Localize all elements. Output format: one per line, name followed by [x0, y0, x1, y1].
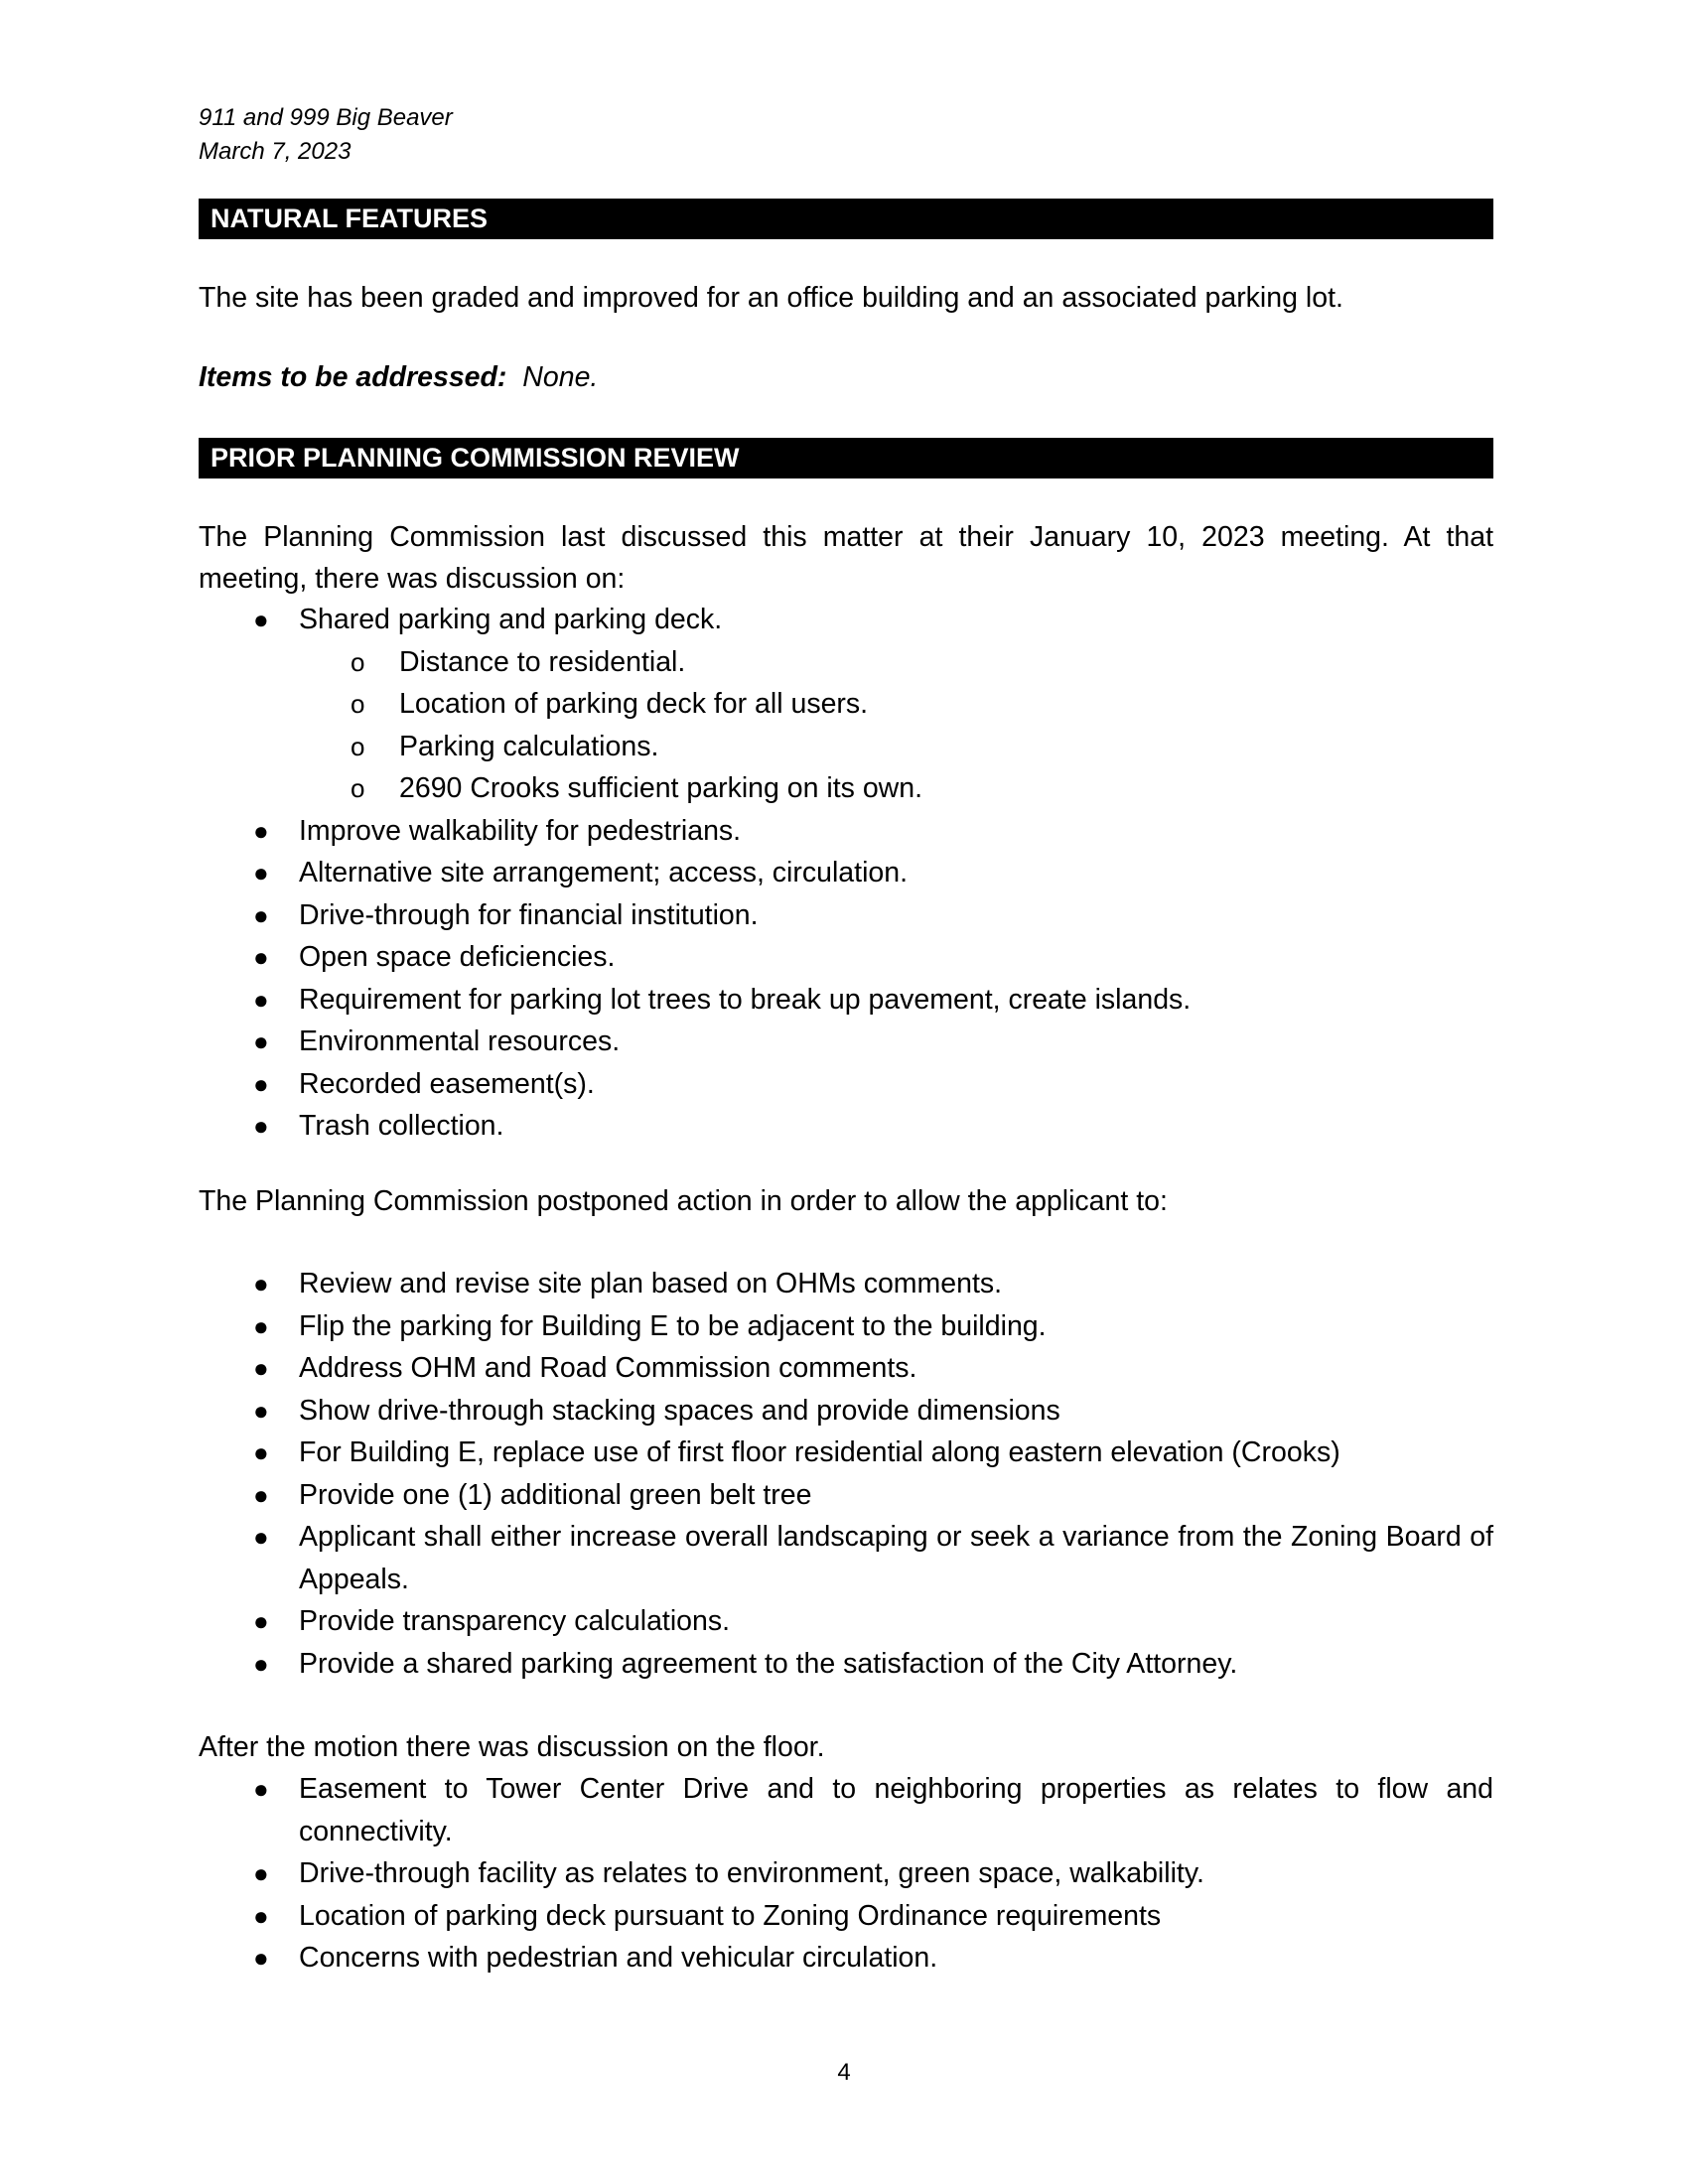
bullet-icon: ● [253, 1310, 269, 1341]
after-motion-intro: After the motion there was discussion on the floor. [199, 1731, 825, 1763]
list-item: ● Provide transparency calculations. [199, 1600, 1493, 1643]
natural-features-body: The site has been graded and improved for an office building and an associated parking lot. [199, 282, 1343, 314]
list-item: ● Alternative site arrangement; access, circulation. [199, 852, 1493, 894]
hollow-bullet-icon: o [351, 773, 365, 803]
header-date: March 7, 2023 [199, 138, 352, 165]
bullet-icon: ● [253, 899, 269, 930]
bullet-icon: ● [253, 605, 269, 634]
items-label: Items to be addressed: [199, 361, 507, 393]
bullet-icon: ● [253, 984, 269, 1015]
hollow-bullet-icon: o [351, 646, 365, 677]
sub-list-item: o Parking calculations. [299, 726, 1493, 768]
bullet-icon: ● [253, 1395, 269, 1426]
items-to-be-addressed [199, 356, 1493, 398]
list-item: ● Location of parking deck pursuant to Zoning Ordinance requirements [199, 1895, 1493, 1938]
header-project-name: 911 and 999 Big Beaver [199, 104, 453, 131]
list-item: ● Drive-through for financial institution. [199, 894, 1493, 937]
list-item: ● Shared parking and parking deck. o Distance to residential. o Location of parking deck for all users. o Parking calculations. o 2690 Crooks sufficient parking on its own. [199, 599, 1493, 810]
hollow-bullet-icon: o [351, 731, 365, 761]
list-item: ● Provide a shared parking agreement to the satisfaction of the City Attorney. [199, 1643, 1493, 1686]
list-item: ● Open space deficiencies. [199, 936, 1493, 979]
bullet-icon: ● [253, 1858, 269, 1888]
list-item: ● Environmental resources. [199, 1021, 1493, 1063]
bullet-icon: ● [253, 1943, 269, 1973]
bullet-icon: ● [253, 1774, 269, 1804]
sub-list-item: o Distance to residential. [299, 641, 1493, 684]
bullet-icon: ● [253, 1900, 269, 1931]
list-item: ● Drive-through facility as relates to environment, green space, walkability. [199, 1852, 1493, 1895]
section-heading-natural-features: NATURAL FEATURES [199, 199, 1493, 239]
bullet-icon: ● [253, 1269, 269, 1298]
bullet-icon: ● [253, 858, 269, 887]
bullet-icon: ● [253, 1479, 269, 1510]
sub-list [299, 641, 1493, 810]
bullet-icon: ● [253, 1353, 269, 1383]
bullet-icon: ● [253, 1606, 269, 1636]
prior-review-intro: The Planning Commission last discussed this matter at their January 10, 2023 meeting. At that meeting, there was discussion on: [199, 521, 1493, 595]
bullet-icon: ● [253, 1068, 269, 1099]
section-heading-prior-review: PRIOR PLANNING COMMISSION REVIEW [199, 438, 1493, 478]
list-item: ● For Building E, replace use of first floor residential along eastern elevation (Crooks) [199, 1432, 1493, 1474]
document-header [199, 101, 453, 169]
list-item: ● Provide one (1) additional green belt tree [199, 1474, 1493, 1517]
after-motion-list [199, 1768, 1493, 1979]
bullet-icon: ● [253, 942, 269, 972]
hollow-bullet-icon: o [351, 689, 365, 719]
list-item: ● Requirement for parking lot trees to break up pavement, create islands. [199, 979, 1493, 1022]
list-item: ● Trash collection. [199, 1105, 1493, 1148]
postponed-list [199, 1263, 1493, 1685]
list-item: ● Applicant shall either increase overall landscaping or seek a variance from the Zoning Board of Appeals. [199, 1516, 1493, 1600]
sub-list-item: o 2690 Crooks sufficient parking on its own. [299, 767, 1493, 810]
list-item: ● Improve walkability for pedestrians. [199, 810, 1493, 853]
bullet-icon: ● [253, 1111, 269, 1141]
list-item: ● Flip the parking for Building E to be adjacent to the building. [199, 1305, 1493, 1348]
list-item: ● Show drive-through stacking spaces and provide dimensions [199, 1390, 1493, 1433]
bullet-icon: ● [253, 1437, 269, 1467]
sub-list-item: o Location of parking deck for all users. [299, 683, 1493, 726]
postponed-intro: The Planning Commission postponed action in order to allow the applicant to: [199, 1185, 1168, 1217]
list-item: ● Review and revise site plan based on OHMs comments. [199, 1263, 1493, 1305]
bullet-icon: ● [253, 1648, 269, 1679]
items-value: None. [522, 361, 599, 393]
list-item: ● Recorded easement(s). [199, 1063, 1493, 1106]
page-number: 4 [837, 2059, 851, 2086]
discussion-list [199, 599, 1493, 1148]
bullet-icon: ● [253, 1026, 269, 1056]
bullet-icon: ● [253, 1522, 269, 1552]
list-item: ● Address OHM and Road Commission comments. [199, 1347, 1493, 1390]
list-item: ● Easement to Tower Center Drive and to neighboring properties as relates to flow and connectivity. [199, 1768, 1493, 1852]
list-item: ● Concerns with pedestrian and vehicular circulation. [199, 1937, 1493, 1979]
bullet-icon: ● [253, 815, 269, 846]
